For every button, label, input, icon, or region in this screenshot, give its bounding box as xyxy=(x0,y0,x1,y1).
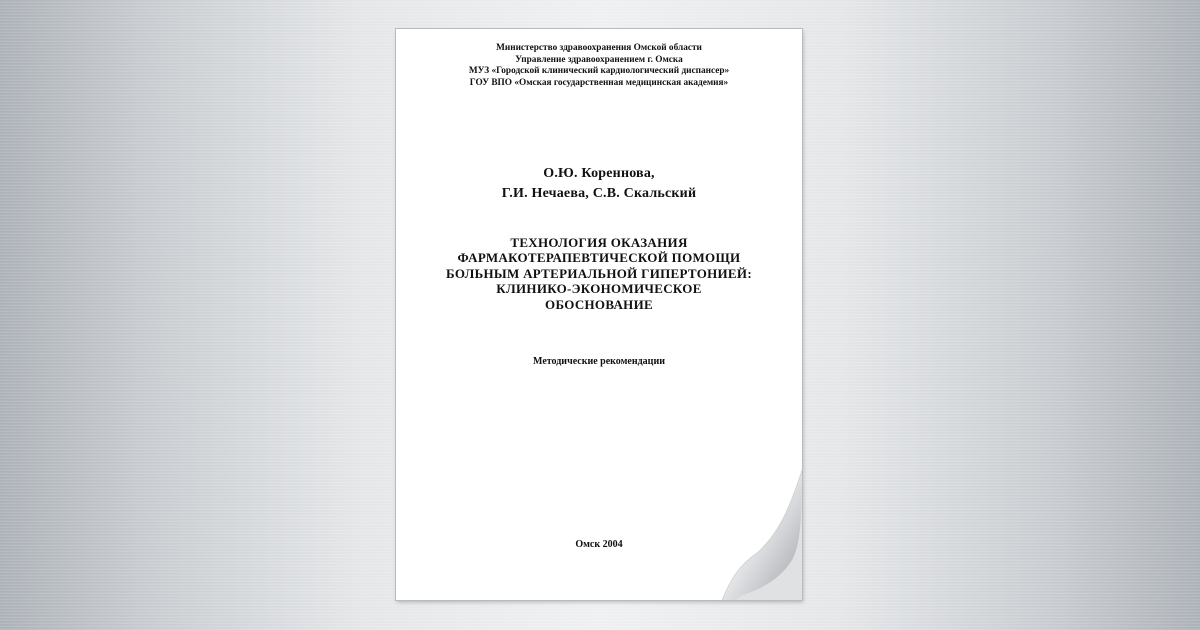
document-title xyxy=(396,235,802,312)
title-line: ОБОСНОВАНИЕ xyxy=(545,296,653,312)
title-line: ТЕХНОЛОГИЯ ОКАЗАНИЯ xyxy=(510,235,688,250)
author-line: Г.И. Нечаева, С.В. Скальский xyxy=(501,186,697,201)
authors-block xyxy=(396,164,802,204)
organization-line: МУЗ «Городской клинический кардиологический диспансер» xyxy=(468,66,730,76)
document-subtitle: Методические рекомендации xyxy=(533,356,665,367)
city-year: Омск 2004 xyxy=(575,539,623,550)
title-line: БОЛЬНЫМ АРТЕРИАЛЬНОЙ ГИПЕРТОНИЕЙ: xyxy=(446,265,752,281)
document-page xyxy=(396,29,802,600)
page-curl-icon xyxy=(722,470,802,600)
organization-block xyxy=(396,43,802,89)
organization-line: ГОУ ВПО «Омская государственная медицинская академия» xyxy=(469,77,729,88)
author-line: О.Ю. Кореннова, xyxy=(543,166,655,181)
title-line: ФАРМАКОТЕРАПЕВТИЧЕСКОЙ ПОМОЩИ xyxy=(457,250,741,266)
title-line: КЛИНИКО-ЭКОНОМИЧЕСКОЕ xyxy=(496,281,702,297)
organization-line: Министерство здравоохранения Омской области xyxy=(496,43,702,53)
organization-line: Управление здравоохранением г. Омска xyxy=(515,54,683,65)
